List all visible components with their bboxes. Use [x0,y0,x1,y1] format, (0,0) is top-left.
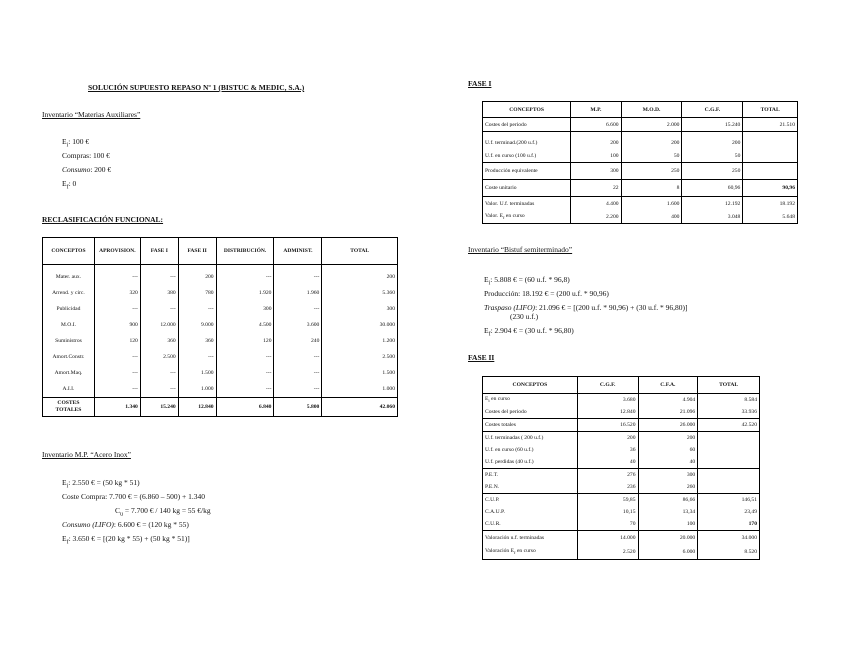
cell: Arrend. y circ. [43,285,95,301]
cell: 276 [577,469,638,482]
cell: 42.060 [322,398,398,417]
cell: 12.840 [178,398,216,417]
cell: 1.920 [216,285,274,301]
inventory-mp-title: Inventario M.P. “Acero Inox” [42,450,131,459]
cell: U.f. en curso (60 u.f.) [483,444,578,456]
cell [698,481,760,494]
cell: C.U.P. [483,494,578,507]
cell: 100 [638,518,698,531]
aux-ef: $E_f$: 0 [62,179,77,191]
cell: 12.000 [140,317,178,333]
page-title: SOLUCIÓN SUPUESTO REPASO Nº 1 (BISTUC & MEDIC, S.A.) [88,83,305,92]
cell: 3.048 [682,210,743,224]
cell: 50 [682,149,743,163]
cell: 400 [621,210,682,224]
cell: 13,34 [638,506,698,518]
inventory-aux-title: Inventario “Materias Auxiliares” [42,110,141,119]
cell: --- [274,381,322,398]
cell: 26.000 [638,419,698,432]
table-row [43,333,398,349]
table-row [483,545,760,560]
fase1-table [482,101,798,224]
header-cell: CONCEPTOS [483,377,578,394]
cell: --- [94,301,140,317]
cell: 100 [571,149,621,163]
cell: Amort.Maq. [43,365,95,381]
aux-consumo: Consumo: 200 € [62,165,112,174]
mp-ef: $E_f$: 3.650 € = [(20 kg * 55) + (50 kg * 51)] [62,534,190,546]
cell: 300 [216,301,274,317]
table-row [43,349,398,365]
cell: 15.240 [682,118,743,132]
header-cell: C.G.F. [577,377,638,394]
cell: 4.400 [571,197,621,211]
cell: 14.000 [577,531,638,546]
fase2-table [482,376,760,560]
table-row [483,210,798,224]
cell: 16.520 [577,419,638,432]
mp-ei: $E_i$: 2.550 € = (50 kg * 51) [62,478,140,490]
header-cell: C.F.A. [638,377,698,394]
cell: 3.680 [577,394,638,407]
header-cell: M.O.D. [621,102,682,118]
cell: --- [140,265,178,286]
table-total-row [43,398,398,417]
cell: 300 [571,163,621,180]
cell: 2.520 [577,545,638,560]
cell: 33.936 [698,406,760,419]
cell [698,456,760,469]
cell: 360 [140,333,178,349]
cell: 22 [571,180,621,197]
cell: 170 [698,518,760,531]
cell: 4.904 [638,394,698,407]
cell: Publicidad [43,301,95,317]
cell: 3.600 [274,317,322,333]
cell: Producción equivalente [483,163,571,180]
table-row [483,518,760,531]
cell: --- [178,349,216,365]
cell: --- [140,381,178,398]
cell: --- [274,365,322,381]
reclasificacion-title: RECLASIFICACIÓN FUNCIONAL: [42,215,164,224]
cell: --- [216,365,274,381]
cell: U.f. terminadas ( 200 u.f.) [483,432,578,445]
cell: 236 [577,481,638,494]
bis-produccion: Producción: 18.192 € = (200 u.f. * 90,96) [484,289,609,298]
header-cell: CONCEPTOS [43,238,95,265]
cell: 21.510 [743,118,798,132]
cell: 90,96 [743,180,798,197]
header-cell: FASE I [140,238,178,265]
table-row [483,197,798,211]
cell: --- [274,265,322,286]
mp-coste-compra: Coste Compra: 7.700 € = (6.860 – 500) + 1.340 [62,492,206,501]
cell: 250 [682,163,743,180]
table-row [483,494,760,507]
cell: Valoración $E_f$ en curso [483,545,578,560]
cell: Costes del periodo [483,118,571,132]
cell: 200 [571,132,621,150]
cell: U.f. terminad.(200 u.f.) [483,132,571,150]
cell: Valor. U.f. terminadas [483,197,571,211]
cell: 200 [638,432,698,445]
cell: Valor. $E_f$ en curso [483,210,571,224]
cell: 59,85 [577,494,638,507]
cell: C.A.U.P. [483,506,578,518]
cell: 250 [621,163,682,180]
cell: 200 [178,265,216,286]
header-cell: M.P. [571,102,621,118]
table-row [483,469,760,482]
cell: 23,49 [698,506,760,518]
cell: 2.000 [621,118,682,132]
aux-compras: Compras: 100 € [62,151,110,160]
cell: 86,66 [638,494,698,507]
cell: 780 [178,285,216,301]
cell: P.E.N. [483,481,578,494]
bis-ef: $E_f$: 2.904 € = (30 u.f. * 96,80) [484,326,574,338]
header-cell: TOTAL [698,377,760,394]
cell: Suministros [43,333,95,349]
table-row [43,317,398,333]
table-header-row [483,102,798,118]
cell: 42.520 [698,419,760,432]
cell: 1.000 [322,381,398,398]
cell: Mater. aux. [43,265,95,286]
table-row [43,381,398,398]
cell: --- [178,301,216,317]
cell: U.f. perdidas (40 u.f.) [483,456,578,469]
cell: 200 [682,132,743,150]
cell: 12.840 [577,406,638,419]
cell: 260 [638,481,698,494]
header-cell: ADMINIST. [274,238,322,265]
cell: 120 [216,333,274,349]
table-row [483,406,760,419]
cell: 900 [94,317,140,333]
table-row [483,432,760,445]
table-row [483,394,760,407]
table-row [483,444,760,456]
cell: --- [216,349,274,365]
cell: 240 [274,333,322,349]
cell: 360 [178,333,216,349]
cell [743,132,798,163]
cell: 5.360 [322,285,398,301]
cell: 8 [621,180,682,197]
cell: 6.840 [216,398,274,417]
header-cell: APROVISION. [94,238,140,265]
table-row [43,365,398,381]
table-row [483,419,760,432]
cell: Costes del periodo [483,406,578,419]
cell: 146,51 [698,494,760,507]
table-row [43,301,398,317]
cell: 8.584 [698,394,760,407]
cell: 20.000 [638,531,698,546]
cell: 34.000 [698,531,760,546]
cell: 2.200 [571,210,621,224]
cell: 18.192 [743,197,798,211]
table-row [43,265,398,286]
cell: 1.600 [621,197,682,211]
cell: 1.500 [178,365,216,381]
cell [743,163,798,180]
table-row [483,531,760,546]
cell: 8.520 [698,545,760,560]
header-cell: FASE II [178,238,216,265]
cell: COSTES TOTALES [43,398,95,417]
cell: 60,96 [682,180,743,197]
cell: 200 [621,132,682,150]
bis-ei: $E_i$: 5.808 € = (60 u.f. * 96,8) [484,275,570,287]
cell: 70 [577,518,638,531]
cell: 1.340 [94,398,140,417]
cell: 21.096 [638,406,698,419]
cell: --- [94,349,140,365]
cell: P.E.T. [483,469,578,482]
aux-ei: $E_i$: 100 € [62,137,90,149]
header-cell: TOTAL [743,102,798,118]
cell: --- [94,265,140,286]
cell: 9.000 [178,317,216,333]
cell: 300 [322,301,398,317]
cell: 40 [577,456,638,469]
table-row [483,456,760,469]
cell [698,444,760,456]
header-cell: CONCEPTOS [483,102,571,118]
cell: 320 [94,285,140,301]
cell: --- [274,349,322,365]
header-cell: C.G.F. [682,102,743,118]
cell [698,432,760,445]
table-row [483,180,798,197]
cell: --- [94,365,140,381]
cell: 120 [94,333,140,349]
cell: 50 [621,149,682,163]
cell: 6.600 [571,118,621,132]
cell: 1.960 [274,285,322,301]
cell: 300 [638,469,698,482]
table-row [483,481,760,494]
cell: A.I.I. [43,381,95,398]
cell: 1.500 [322,365,398,381]
mp-consumo: Consumo (LIFO): 6.600 € = (120 kg * 55) [62,520,189,529]
bis-traspaso: Traspaso (LIFO): 21.096 € = [(200 u.f. * 90,96) + (30 u.f. * 96,80)] [484,303,688,312]
table-row [43,285,398,301]
cell: Amort.Constr. [43,349,95,365]
header-cell: TOTAL [322,238,398,265]
cell: --- [216,265,274,286]
table-row [483,132,798,150]
cell: M.O.I. [43,317,95,333]
cell: 15.240 [140,398,178,417]
cell: 2.500 [322,349,398,365]
cell: 12.192 [682,197,743,211]
table-row [483,118,798,132]
cell: 1.200 [322,333,398,349]
cell: --- [140,301,178,317]
bis-traspaso-uf: (230 u.f.) [510,312,539,321]
mp-coste-unitario: $C_u = 7.700$ € / 140 kg = 55 €/kg [115,506,211,518]
cell: --- [94,381,140,398]
cell: 4.500 [216,317,274,333]
header-cell: DISTRIBUCIÓN. [216,238,274,265]
cell: 200 [577,432,638,445]
table-row [483,163,798,180]
cell: 2.500 [140,349,178,365]
cell: Costes totales [483,419,578,432]
cell: 380 [140,285,178,301]
cell: $E_i$ en curso [483,394,578,407]
cell: 1.000 [178,381,216,398]
cell: --- [216,381,274,398]
cell: 200 [322,265,398,286]
cell: 5.800 [274,398,322,417]
cell [698,469,760,482]
table-header-row [43,238,398,265]
cell: 6.000 [638,545,698,560]
cell: 40 [638,456,698,469]
cell: 5.648 [743,210,798,224]
table-header-row [483,377,760,394]
reclasificacion-table [42,237,398,417]
cell: 10,15 [577,506,638,518]
table-row [483,506,760,518]
cell: 60 [638,444,698,456]
cell: Coste unitario [483,180,571,197]
cell: 30.000 [322,317,398,333]
inventory-bistuf-title: Inventario “Bistuf semiterminado” [468,245,573,254]
cell: Valoración u.f. terminadas [483,531,578,546]
cell: 36 [577,444,638,456]
cell: U.f. en curso (100 u.f.) [483,149,571,163]
cell: C.U.R. [483,518,578,531]
cell: --- [274,301,322,317]
fase2-title: FASE II [468,353,495,362]
cell: --- [140,365,178,381]
fase1-title: FASE I [468,79,492,88]
